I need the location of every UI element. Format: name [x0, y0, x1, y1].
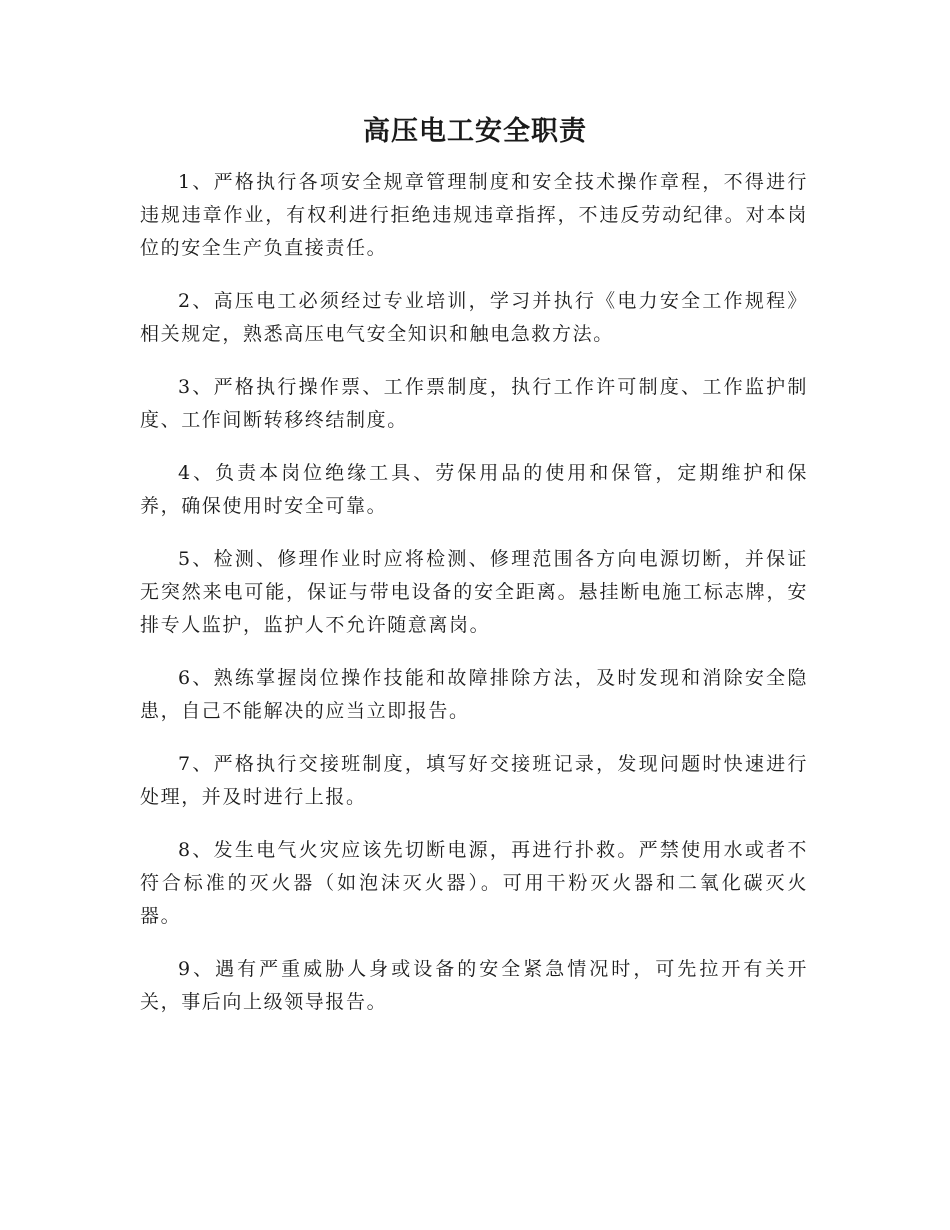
paragraph-2: 2、高压电工必须经过专业培训，学习并执行《电力安全工作规程》相关规定，熟悉高压电气安全知识和触电急救方法。	[140, 290, 808, 345]
document-title: 高压电工安全职责	[363, 116, 587, 147]
paragraph-4: 4、负责本岗位绝缘工具、劳保用品的使用和保管，定期维护和保养，确保使用时安全可靠。	[140, 462, 808, 517]
document-body	[140, 166, 808, 1039]
paragraph-7: 7、严格执行交接班制度，填写好交接班记录，发现问题时快速进行处理，并及时进行上报。	[140, 753, 808, 808]
paragraph-9: 9、遇有严重威胁人身或设备的安全紧急情况时，可先拉开有关开关，事后向上级领导报告。	[140, 958, 808, 1013]
paragraph-5: 5、检测、修理作业时应将检测、修理范围各方向电源切断，并保证无突然来电可能，保证与带电设备的安全距离。悬挂断电施工标志牌，安排专人监护，监护人不允许随意离岗。	[140, 548, 808, 636]
paragraph-8: 8、发生电气火灾应该先切断电源，再进行扑救。严禁使用水或者不符合标准的灭火器（如泡沫灭火器）。可用干粉灭火器和二氧化碳灭火器。	[140, 839, 808, 927]
paragraph-3: 3、严格执行操作票、工作票制度，执行工作许可制度、工作监护制度、工作间断转移终结制度。	[140, 376, 808, 431]
paragraph-1: 1、严格执行各项安全规章管理制度和安全技术操作章程，不得进行违规违章作业，有权利进行拒绝违规违章指挥，不违反劳动纪律。对本岗位的安全生产负直接责任。	[140, 171, 808, 259]
paragraph-6: 6、熟练掌握岗位操作技能和故障排除方法，及时发现和消除安全隐患，自己不能解决的应当立即报告。	[140, 667, 808, 722]
